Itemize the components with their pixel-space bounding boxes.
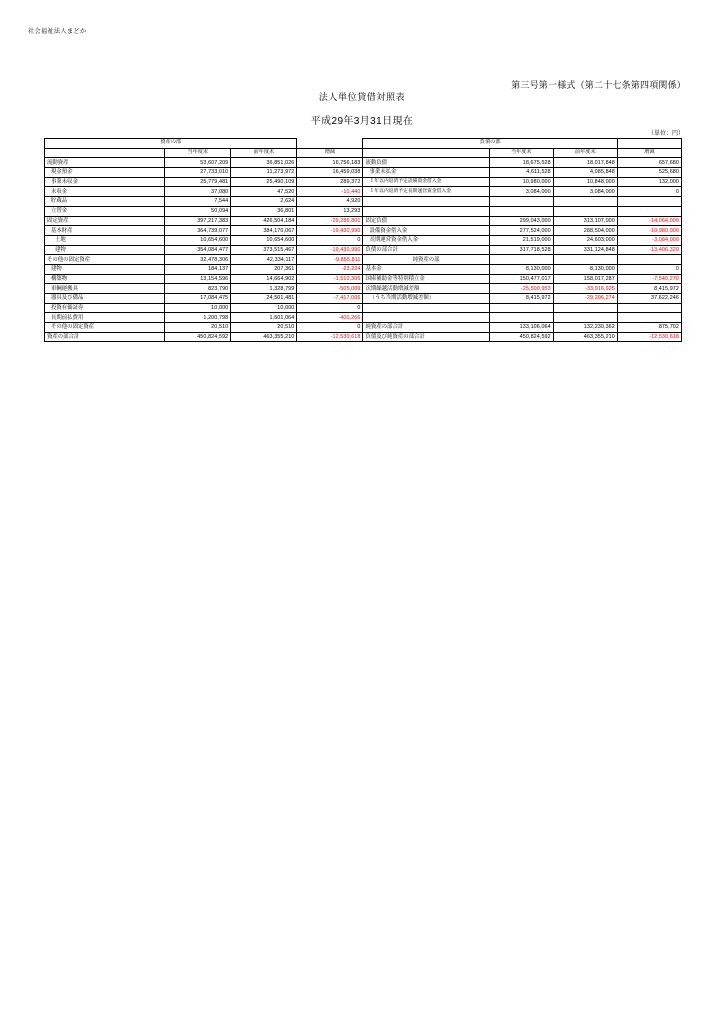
assets-current-year-value: 32,478,306 bbox=[165, 255, 231, 265]
assets-change-value: 13,293 bbox=[297, 206, 363, 216]
assets-change-value: -9,855,811 bbox=[297, 255, 363, 265]
liabilities-current-year-value bbox=[489, 313, 553, 323]
assets-current-year-value: 450,824,592 bbox=[165, 332, 231, 342]
liabilities-prior-year-value bbox=[553, 303, 617, 313]
liabilities-current-year-value: 10,980,000 bbox=[489, 177, 553, 187]
liabilities-prior-year-value: 24,603,000 bbox=[553, 235, 617, 245]
liabilities-row-label: １年以内返済予定設備資金借入金 bbox=[363, 177, 489, 187]
liabilities-current-year-value bbox=[489, 197, 553, 207]
table-row bbox=[45, 255, 682, 265]
liabilities-current-year-value: 18,675,528 bbox=[489, 158, 553, 168]
table-row bbox=[45, 177, 682, 187]
page-title: 法人単位貸借対照表 bbox=[318, 92, 406, 102]
liabilities-change-value: 8,415,972 bbox=[617, 284, 681, 294]
assets-change-value: 16,459,038 bbox=[297, 168, 363, 178]
assets-prior-year-value: 10,000 bbox=[231, 303, 297, 313]
assets-current-year-value: 27,733,010 bbox=[165, 168, 231, 178]
table-row bbox=[45, 313, 682, 323]
liabilities-row-label: 基本金 bbox=[363, 264, 489, 274]
assets-row-label: 事業未収金 bbox=[45, 177, 165, 187]
liabilities-row-label: 長期運営資金借入金 bbox=[363, 235, 489, 245]
assets-current-year-value: 823,790 bbox=[165, 284, 231, 294]
liabilities-prior-year-value: 8,130,000 bbox=[553, 264, 617, 274]
assets-prior-year-value: 2,624 bbox=[231, 197, 297, 207]
unit-note: （単位：円） bbox=[647, 131, 684, 137]
assets-current-year-value: 364,739,077 bbox=[165, 226, 231, 236]
liabilities-section-header: 負債の部 bbox=[363, 139, 617, 149]
liabilities-change-value: 132,000 bbox=[617, 177, 681, 187]
liabilities-current-year-value: 299,043,000 bbox=[489, 216, 553, 226]
liabilities-current-year-value: 8,130,000 bbox=[489, 264, 553, 274]
liabilities-change-value bbox=[617, 313, 681, 323]
table-row bbox=[45, 274, 682, 284]
liabilities-change-value bbox=[617, 303, 681, 313]
assets-change-value: -23,224 bbox=[297, 264, 363, 274]
assets-row-label: その他の固定資産 bbox=[45, 323, 165, 333]
liabilities-change-value: 525,680 bbox=[617, 168, 681, 178]
balance-sheet-table bbox=[44, 138, 682, 342]
liabilities-label-col-header bbox=[363, 148, 489, 158]
table-row bbox=[45, 235, 682, 245]
liabilities-change-value: -14,064,000 bbox=[617, 216, 681, 226]
liabilities-prior-year-value: 463,355,210 bbox=[553, 332, 617, 342]
liabilities-prior-year-value bbox=[553, 313, 617, 323]
assets-change-value: 16,756,183 bbox=[297, 158, 363, 168]
assets-change-value: 289,372 bbox=[297, 177, 363, 187]
liabilities-prior-year-header: 前年度末 bbox=[553, 148, 617, 158]
assets-prior-year-value: 463,355,210 bbox=[231, 332, 297, 342]
assets-row-label: 建物 bbox=[45, 245, 165, 255]
liabilities-current-year-value: 8,415,972 bbox=[489, 294, 553, 304]
liabilities-prior-year-value: 313,107,000 bbox=[553, 216, 617, 226]
liabilities-row-label: 固定負債 bbox=[363, 216, 489, 226]
liabilities-change-header: 増減 bbox=[617, 148, 681, 158]
assets-row-label: 貯蔵品 bbox=[45, 197, 165, 207]
assets-row-label: 立替金 bbox=[45, 206, 165, 216]
assets-change-value: -505,009 bbox=[297, 284, 363, 294]
assets-current-year-value: 25,779,481 bbox=[165, 177, 231, 187]
liabilities-change-value: 37,622,246 bbox=[617, 294, 681, 304]
assets-current-year-value: 53,607,209 bbox=[165, 158, 231, 168]
liabilities-row-label: １年以内返済予定長期運営資金借入金 bbox=[363, 187, 489, 197]
liabilities-row-label: 設備資金借入金 bbox=[363, 226, 489, 236]
assets-prior-year-value: 25,490,109 bbox=[231, 177, 297, 187]
liabilities-prior-year-value bbox=[553, 255, 617, 265]
assets-row-label: その他の固定資産 bbox=[45, 255, 165, 265]
assets-prior-year-value: 1,601,064 bbox=[231, 313, 297, 323]
liabilities-prior-year-value: 18,017,848 bbox=[553, 158, 617, 168]
liabilities-row-label: 国庫補助金等特別積立金 bbox=[363, 274, 489, 284]
assets-change-value: 0 bbox=[297, 303, 363, 313]
table-column-header-row bbox=[45, 148, 682, 158]
assets-prior-year-value: 373,515,467 bbox=[231, 245, 297, 255]
liabilities-row-label: 純資産の部合計 bbox=[363, 323, 489, 333]
assets-current-year-value: 17,084,475 bbox=[165, 294, 231, 304]
liabilities-current-year-value bbox=[489, 206, 553, 216]
liabilities-prior-year-value: 132,230,362 bbox=[553, 323, 617, 333]
liabilities-current-year-value: 3,084,000 bbox=[489, 187, 553, 197]
assets-current-year-value: 20,510 bbox=[165, 323, 231, 333]
assets-prior-year-value: 384,170,067 bbox=[231, 226, 297, 236]
liabilities-change-value: 0 bbox=[617, 187, 681, 197]
table-row bbox=[45, 197, 682, 207]
assets-row-label: 建物 bbox=[45, 264, 165, 274]
assets-current-year-value: 10,654,600 bbox=[165, 235, 231, 245]
assets-prior-year-value: 36,851,026 bbox=[231, 158, 297, 168]
assets-change-value: -12,530,618 bbox=[297, 332, 363, 342]
assets-row-label: 未収金 bbox=[45, 187, 165, 197]
table-row bbox=[45, 284, 682, 294]
liabilities-change-value: 657,680 bbox=[617, 158, 681, 168]
table-row bbox=[45, 216, 682, 226]
assets-section-header-pad bbox=[297, 139, 363, 149]
liabilities-section-header-pad bbox=[617, 139, 681, 149]
liabilities-prior-year-value: 331,124,848 bbox=[553, 245, 617, 255]
table-row bbox=[45, 303, 682, 313]
assets-prior-year-value: 10,654,600 bbox=[231, 235, 297, 245]
liabilities-current-year-value bbox=[489, 255, 553, 265]
assets-row-label: 資産の部合計 bbox=[45, 332, 165, 342]
assets-row-label: 基本財産 bbox=[45, 226, 165, 236]
liabilities-change-value: 875,702 bbox=[617, 323, 681, 333]
assets-current-year-value: 354,084,477 bbox=[165, 245, 231, 255]
assets-current-year-value: 1,200,798 bbox=[165, 313, 231, 323]
liabilities-row-label bbox=[363, 197, 489, 207]
assets-row-label: 構築物 bbox=[45, 274, 165, 284]
assets-current-year-value: 10,000 bbox=[165, 303, 231, 313]
liabilities-current-year-value: 277,524,000 bbox=[489, 226, 553, 236]
table-section-header-row bbox=[45, 139, 682, 149]
assets-current-year-value: 50,094 bbox=[165, 206, 231, 216]
liabilities-prior-year-value bbox=[553, 206, 617, 216]
assets-change-value: -10,440 bbox=[297, 187, 363, 197]
assets-change-value: -1,510,306 bbox=[297, 274, 363, 284]
liabilities-current-year-value: 21,519,000 bbox=[489, 235, 553, 245]
liabilities-row-label bbox=[363, 206, 489, 216]
liabilities-row-label: 次期繰越活動増減差額 bbox=[363, 284, 489, 294]
liabilities-prior-year-value: -29,206,274 bbox=[553, 294, 617, 304]
liabilities-change-value: -12,530,618 bbox=[617, 332, 681, 342]
liabilities-row-label: （うち当期活動増減差額） bbox=[363, 294, 489, 304]
assets-row-label: 土地 bbox=[45, 235, 165, 245]
liabilities-prior-year-value: -33,916,925 bbox=[553, 284, 617, 294]
report-date: 平成29年3月31日現在 bbox=[310, 116, 414, 127]
table-row bbox=[45, 226, 682, 236]
assets-prior-year-value: 11,273,972 bbox=[231, 168, 297, 178]
liabilities-change-value bbox=[617, 206, 681, 216]
table-row bbox=[45, 264, 682, 274]
assets-prior-year-value: 36,801 bbox=[231, 206, 297, 216]
assets-prior-year-value: 426,504,184 bbox=[231, 216, 297, 226]
assets-label-col-header bbox=[45, 148, 165, 158]
liabilities-row-label: 純資産の部 bbox=[363, 255, 489, 265]
assets-prior-year-value: 20,510 bbox=[231, 323, 297, 333]
liabilities-current-year-value: 317,718,528 bbox=[489, 245, 553, 255]
assets-change-value: -19,430,990 bbox=[297, 245, 363, 255]
assets-prior-year-value: 42,334,117 bbox=[231, 255, 297, 265]
liabilities-change-value: -7,540,270 bbox=[617, 274, 681, 284]
assets-row-label: 車輌運搬具 bbox=[45, 284, 165, 294]
liabilities-prior-year-value: 288,504,000 bbox=[553, 226, 617, 236]
liabilities-row-label: 負債の部合計 bbox=[363, 245, 489, 255]
table-row bbox=[45, 323, 682, 333]
liabilities-row-label: 流動負債 bbox=[363, 158, 489, 168]
assets-prior-year-value: 1,328,799 bbox=[231, 284, 297, 294]
assets-change-value: 4,920 bbox=[297, 197, 363, 207]
assets-current-year-value: 184,137 bbox=[165, 264, 231, 274]
liabilities-prior-year-value: 4,085,848 bbox=[553, 168, 617, 178]
assets-current-year-value: 13,154,596 bbox=[165, 274, 231, 284]
liabilities-change-value: 0 bbox=[617, 264, 681, 274]
liabilities-row-label bbox=[363, 313, 489, 323]
assets-prior-year-value: 24,501,481 bbox=[231, 294, 297, 304]
assets-change-value: 0 bbox=[297, 235, 363, 245]
table-row bbox=[45, 187, 682, 197]
assets-change-value: 0 bbox=[297, 323, 363, 333]
assets-row-label: 現金預金 bbox=[45, 168, 165, 178]
liabilities-prior-year-value: 3,084,000 bbox=[553, 187, 617, 197]
assets-change-value: -29,286,801 bbox=[297, 216, 363, 226]
assets-prior-year-value: 47,520 bbox=[231, 187, 297, 197]
liabilities-change-value bbox=[617, 255, 681, 265]
liabilities-prior-year-value bbox=[553, 197, 617, 207]
table-row bbox=[45, 168, 682, 178]
liabilities-row-label bbox=[363, 303, 489, 313]
liabilities-prior-year-value: 158,017,287 bbox=[553, 274, 617, 284]
liabilities-current-year-value: 133,106,064 bbox=[489, 323, 553, 333]
liabilities-current-year-value: -25,500,953 bbox=[489, 284, 553, 294]
table-row bbox=[45, 245, 682, 255]
liabilities-change-value: -10,980,000 bbox=[617, 226, 681, 236]
liabilities-row-label: 負債及び純資産の部合計 bbox=[363, 332, 489, 342]
liabilities-row-label: 事業未払金 bbox=[363, 168, 489, 178]
assets-prior-year-header: 前年度末 bbox=[231, 148, 297, 158]
assets-section-header: 資産の部 bbox=[45, 139, 297, 149]
liabilities-prior-year-value: 10,848,000 bbox=[553, 177, 617, 187]
liabilities-change-value: -13,406,320 bbox=[617, 245, 681, 255]
balance-sheet-table-wrapper bbox=[44, 138, 682, 342]
liabilities-current-year-value: 4,611,528 bbox=[489, 168, 553, 178]
liabilities-current-year-header: 当年度末 bbox=[489, 148, 553, 158]
assets-change-value: -7,417,006 bbox=[297, 294, 363, 304]
liabilities-current-year-value: 150,477,017 bbox=[489, 274, 553, 284]
assets-current-year-value: 7,544 bbox=[165, 197, 231, 207]
liabilities-current-year-value bbox=[489, 303, 553, 313]
assets-current-year-value: 397,217,383 bbox=[165, 216, 231, 226]
assets-change-header: 増減 bbox=[297, 148, 363, 158]
assets-change-value: -400,266 bbox=[297, 313, 363, 323]
assets-row-label: 長期前払費用 bbox=[45, 313, 165, 323]
assets-current-year-value: 37,080 bbox=[165, 187, 231, 197]
table-row bbox=[45, 206, 682, 216]
assets-prior-year-value: 14,664,902 bbox=[231, 274, 297, 284]
table-row bbox=[45, 294, 682, 304]
table-row bbox=[45, 158, 682, 168]
assets-prior-year-value: 207,361 bbox=[231, 264, 297, 274]
liabilities-current-year-value: 450,824,592 bbox=[489, 332, 553, 342]
assets-change-value: -19,430,990 bbox=[297, 226, 363, 236]
table-row bbox=[45, 332, 682, 342]
form-code-label: 第三号第一様式（第二十七条第四項関係） bbox=[511, 80, 686, 90]
assets-current-year-header: 当年度末 bbox=[165, 148, 231, 158]
liabilities-change-value: -3,084,000 bbox=[617, 235, 681, 245]
assets-row-label: 器具及び備品 bbox=[45, 294, 165, 304]
assets-row-label: 流動資産 bbox=[45, 158, 165, 168]
liabilities-change-value bbox=[617, 197, 681, 207]
organization-name: 社会福祉法人まどか bbox=[28, 28, 87, 35]
assets-row-label: 投資有価証券 bbox=[45, 303, 165, 313]
assets-row-label: 固定資産 bbox=[45, 216, 165, 226]
